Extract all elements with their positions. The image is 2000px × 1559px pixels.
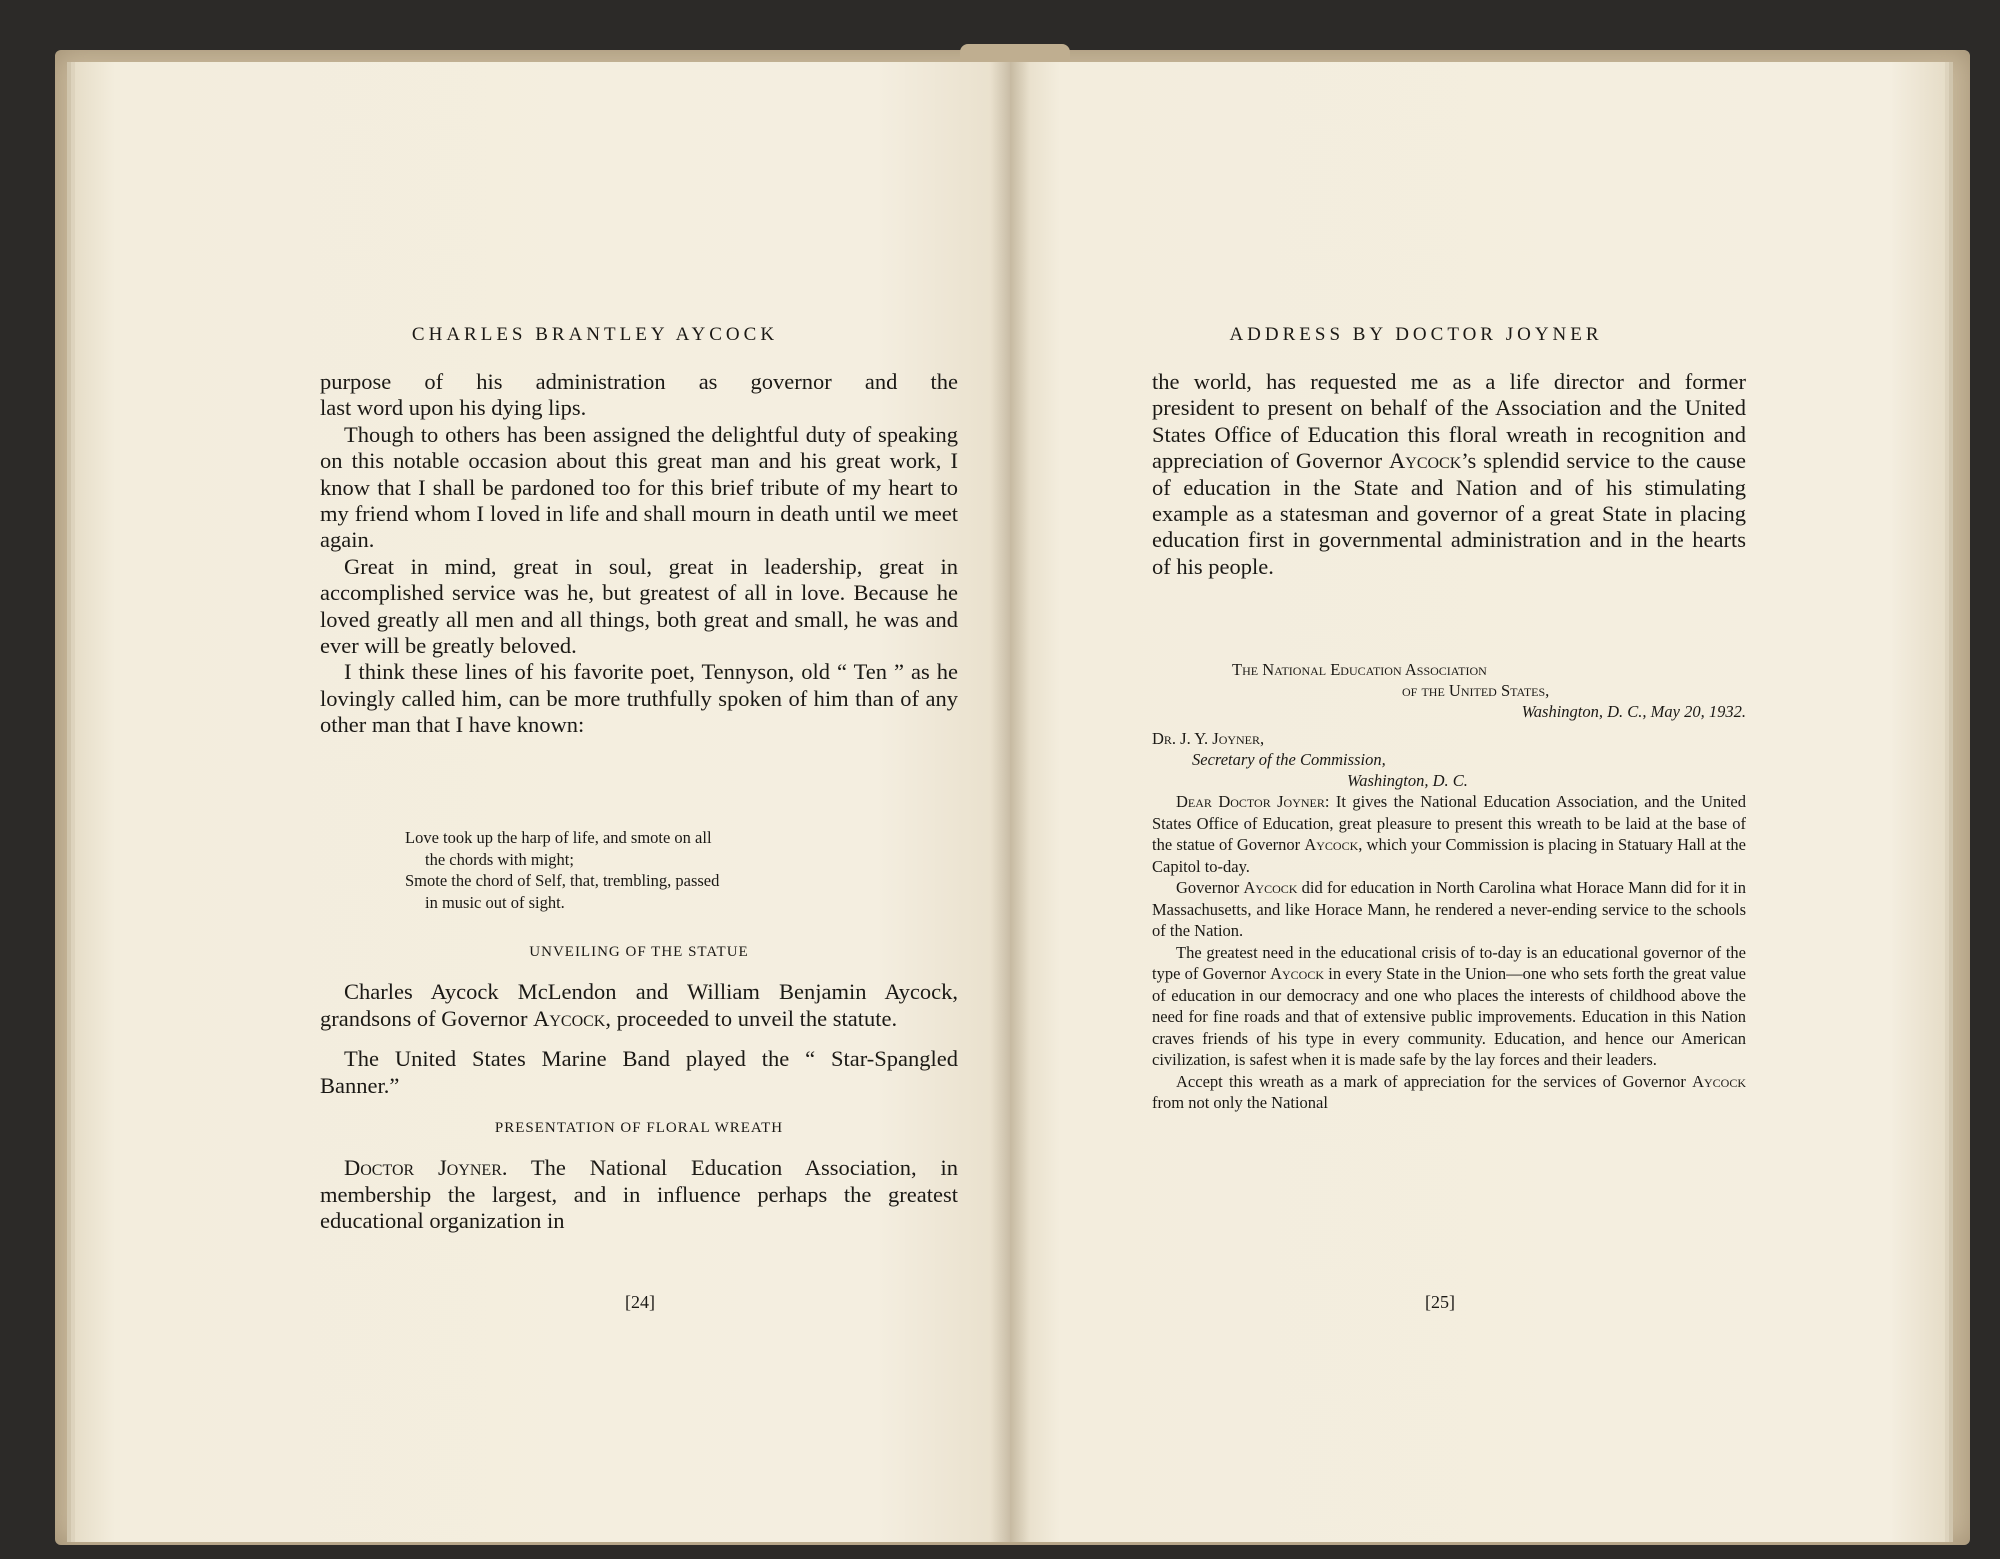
letter-p3-b: in every State in the Union—one who sets forth the great value of education in our democracy and one who places the interests of childhood above the need for fine roads and that of extensive public improvements. Education in this Nation craves friends of his type in every community. Education, and hence our American civilization, is safest when it is made safe by the lay forces and their leaders. [1152,964,1746,1069]
right-folio: [25] [1425,1292,1455,1312]
addressee-name: Dr. J. Y. Joyner, [1152,729,1265,748]
speaker-name: Doctor Joyner. [344,1155,508,1181]
addressee-place: Washington, D. C. [1347,771,1468,790]
letter-p4-name: Aycock [1692,1071,1746,1091]
left-p3: Great in mind, great in soul, great in leadership, great in accomplished service was he, but greatest of all in love. Because he loved greatly all men and all things, both great and small, he was and ever will be greatly beloved. [320,553,958,659]
letter-p2-name: Aycock [1243,878,1298,897]
left-p7-text: The National Education Association, in membership the largest, and in influence perhaps the greatest educational organization in [320,1155,958,1234]
letter-p1-b: , which your Commission is placing in Statuary Hall at the Capitol to-day. [1152,835,1746,876]
poem-line-4: in music out of sight. [425,892,565,912]
letter-p4-b: from not only the National [1152,1093,1328,1112]
letter-p1-a: It gives the National Education Association, and the United States Office of Education, great pleasure to present this wreath to be laid at the base of the statue of Governor [1152,792,1747,854]
right-p1-post: ’s splendid service to the cause of education in the State and Nation and of his stimulating example as a statesman and governor of a great State in placing education first in governmental administration and in the hearts of his people. [1152,448,1746,579]
heading-presentation: PRESENTATION OF FLORAL WREATH [494,1120,784,1137]
right-p1-pre: the world, has requested me as a life director and former president to present on behalf of the Association and the United States Office of Education this floral wreath in recognition and appreciation of Governor [1152,369,1746,474]
left-p6: The United States Marine Band played the “ Star-Spangled Banner.” [320,1046,958,1098]
sender-line-2: of the United States, [1402,681,1550,700]
letter-p2 [1152,877,1746,942]
salutation: Dear Doctor Joyner: [1176,792,1330,811]
left-p5 [320,979,958,1032]
left-p1-line1: purpose of his administration as governor and the [320,369,958,394]
addressee-title: Secretary of the Commission, [1192,750,1386,769]
left-body-top [320,369,958,739]
left-body-bottom [320,939,958,1235]
right-p1 [1152,369,1746,580]
sender-place-date: Washington, D. C., May 20, 1932. [1521,702,1746,721]
letter-p3 [1152,942,1746,1071]
left-p2: Though to others has been assigned the delightful duty of speaking on this notable occasion about this great man and his great work, I know that I shall be pardoned too for this brief tribute of my heart to my friend whom I loved in life and shall mourn in death until we meet again. [320,421,958,553]
letter-header [1152,659,1746,791]
left-page [75,62,1010,1542]
letter-p3-a: The greatest need in the educational crisis of to-day is an educational governor of the type of Governor [1152,942,1746,983]
poem-line-1: Love took up the harp of life, and smote on all [405,828,712,847]
left-p4: I think these lines of his favorite poet, Tennyson, old “ Ten ” as he lovingly called him, can be more truthfully spoken of him than of any other man that I have known: [320,659,958,738]
left-p5-post: , proceeded to unveil the statute. [605,1005,898,1031]
right-page [1010,62,1945,1542]
letter-p4 [1152,1071,1746,1114]
letter-body [1152,791,1746,1114]
right-body-top [1152,369,1746,580]
left-p5-pre: Charles Aycock McLendon and William Benjamin Aycock, grandsons of Governor [320,979,958,1031]
letter-p1 [1152,791,1746,877]
left-p1-line2: last word upon his dying lips. [320,395,587,421]
poem-line-3: Smote the chord of Self, that, trembling, passed [405,871,720,890]
heading-unveiling: UNVEILING OF THE STATUE [529,944,749,960]
right-p1-name: Aycock [1389,448,1462,474]
letter-p4-a: Accept this wreath as a mark of appreciation for the services of Governor [1176,1071,1693,1091]
book-gutter [990,62,1030,1542]
letter-p3-name: Aycock [1270,964,1325,983]
letter-p2-b: did for education in North Carolina what Horace Mann did for it in Massachusetts, and like Horace Mann, he rendered a never-ending service to the schools of the Nation. [1152,878,1746,940]
right-running-head: ADDRESS BY DOCTOR JOYNER [1229,324,1603,345]
left-poem [405,827,1005,913]
left-running-head: CHARLES BRANTLEY AYCOCK [411,324,779,345]
left-folio: [24] [625,1292,655,1312]
poem-line-2: the chords with might; [425,849,574,869]
left-p7 [320,1155,958,1234]
letter-p2-a: Governor [1176,878,1244,897]
sender-line-1: The National Education Association [1232,660,1487,679]
left-p5-name: Aycock [533,1005,606,1031]
letter-p1-name: Aycock [1304,835,1359,854]
